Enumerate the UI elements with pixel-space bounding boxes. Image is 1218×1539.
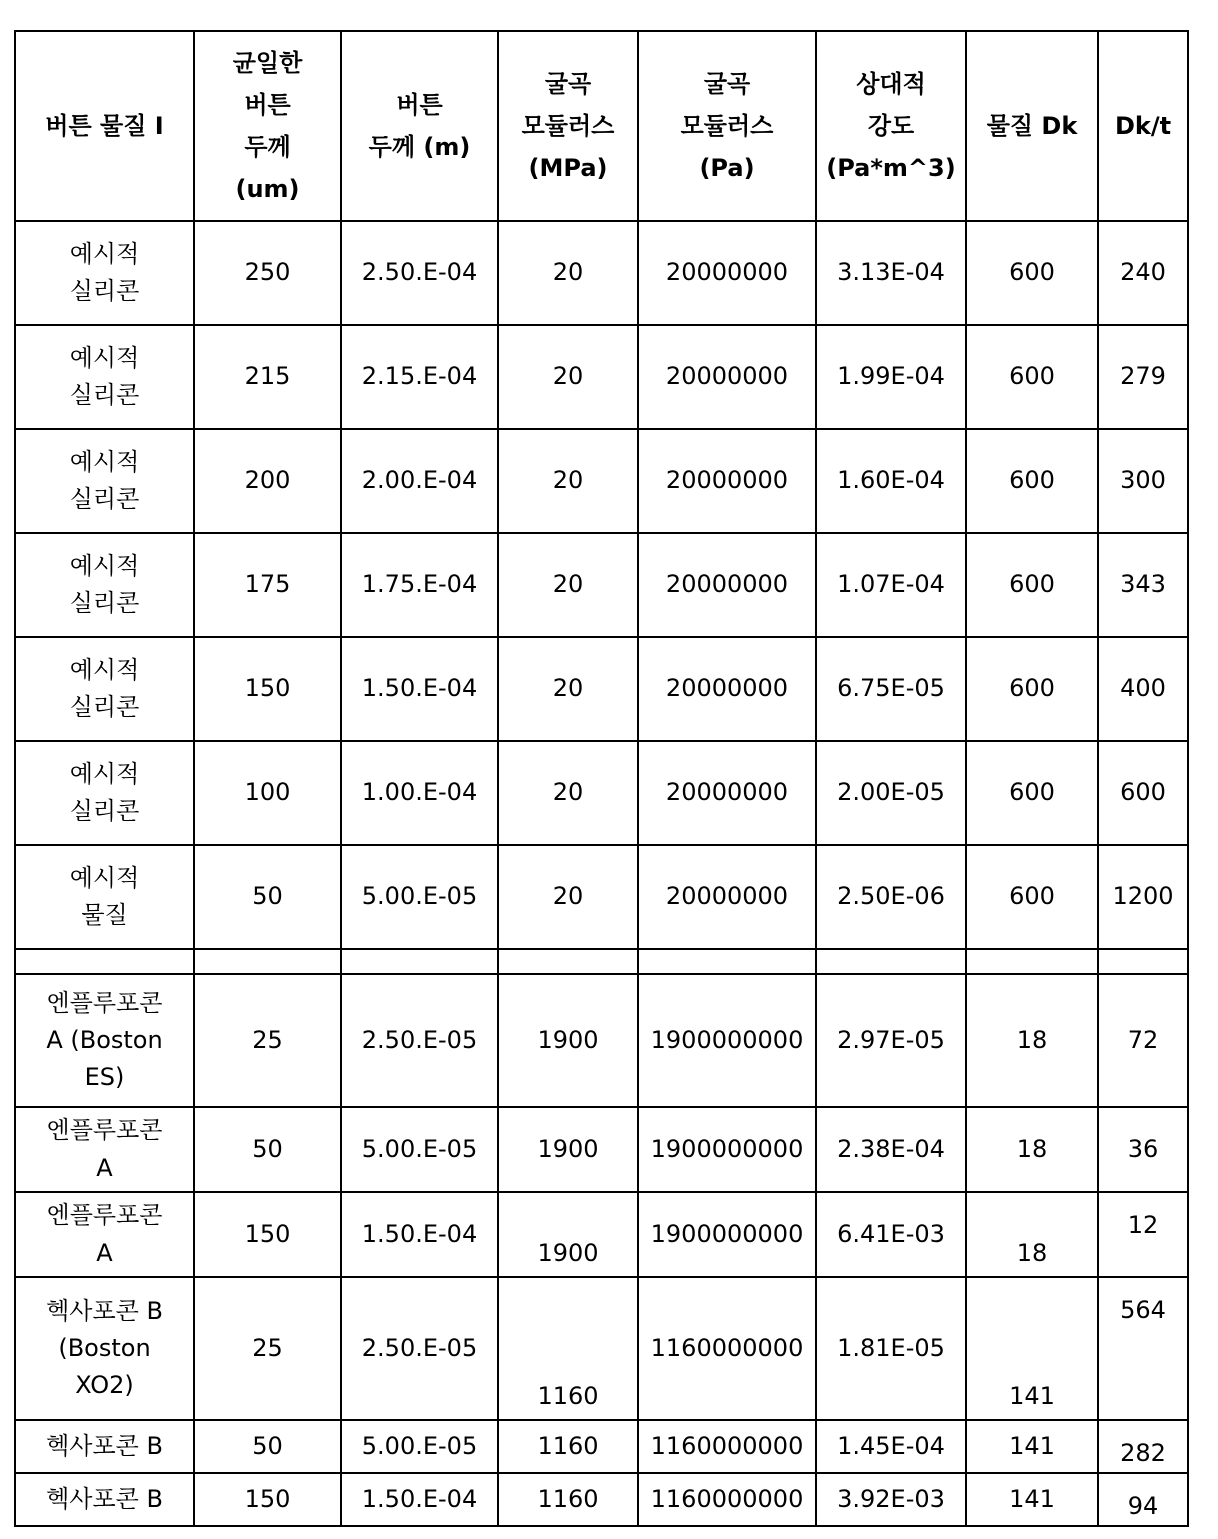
cell-flex-modulus-mpa: 1160 [498, 1420, 638, 1473]
cell-flex-modulus-mpa: 20 [498, 845, 638, 949]
table-row [15, 1192, 1188, 1277]
cell-flex-modulus-pa: 1160000000 [638, 1420, 816, 1473]
cell-material: 헥사포콘 B [15, 1420, 194, 1473]
cell-material-dk [966, 949, 1098, 974]
cell-relative-strength: 2.00E-05 [816, 741, 966, 845]
table-row [15, 1420, 1188, 1473]
cell-thickness-m: 5.00.E-05 [341, 845, 498, 949]
cell-thickness-um: 250 [194, 221, 341, 325]
header-material-dk: 물질 Dk [966, 31, 1098, 221]
cell-relative-strength: 2.97E-05 [816, 974, 966, 1107]
table-row [15, 974, 1188, 1107]
cell-thickness-m: 1.50.E-04 [341, 1473, 498, 1526]
table-row [15, 741, 1188, 845]
cell-material-dk: 600 [966, 845, 1098, 949]
cell-thickness-um [194, 949, 341, 974]
cell-thickness-um: 175 [194, 533, 341, 637]
cell-relative-strength: 1.81E-05 [816, 1277, 966, 1420]
table-row [15, 845, 1188, 949]
cell-thickness-m: 1.00.E-04 [341, 741, 498, 845]
cell-flex-modulus-pa: 1900000000 [638, 974, 816, 1107]
cell-material: 예시적 실리콘 [15, 325, 194, 429]
cell-material: 예시적 실리콘 [15, 429, 194, 533]
cell-thickness-m [341, 949, 498, 974]
header-material: 버튼 물질 I [15, 31, 194, 221]
cell-relative-strength: 1.07E-04 [816, 533, 966, 637]
cell-material-dk: 141 [966, 1277, 1098, 1420]
cell-flex-modulus-pa: 20000000 [638, 637, 816, 741]
cell-flex-modulus-pa: 20000000 [638, 741, 816, 845]
cell-relative-strength: 3.13E-04 [816, 221, 966, 325]
cell-material-dk: 141 [966, 1473, 1098, 1526]
cell-material: 예시적 실리콘 [15, 741, 194, 845]
header-thickness-m: 버튼 두께 (m) [341, 31, 498, 221]
cell-thickness-um: 215 [194, 325, 341, 429]
table-row [15, 325, 1188, 429]
header-row [15, 31, 1188, 221]
cell-material-dk: 18 [966, 1107, 1098, 1192]
cell-relative-strength [816, 949, 966, 974]
cell-relative-strength: 3.92E-03 [816, 1473, 966, 1526]
cell-thickness-m: 1.75.E-04 [341, 533, 498, 637]
cell-dk-t: 36 [1098, 1107, 1188, 1192]
cell-thickness-m: 5.00.E-05 [341, 1107, 498, 1192]
header-relative-strength: 상대적 강도 (Pa*m^3) [816, 31, 966, 221]
cell-material-dk: 600 [966, 429, 1098, 533]
cell-material: 엔플루포콘 A [15, 1192, 194, 1277]
cell-flex-modulus-pa: 1160000000 [638, 1473, 816, 1526]
blank-row [15, 949, 1188, 974]
cell-thickness-um: 25 [194, 1277, 341, 1420]
cell-dk-t: 343 [1098, 533, 1188, 637]
cell-thickness-m: 5.00.E-05 [341, 1420, 498, 1473]
cell-relative-strength: 2.38E-04 [816, 1107, 966, 1192]
cell-material: 엔플루포콘 A (Boston ES) [15, 974, 194, 1107]
cell-dk-t: 1200 [1098, 845, 1188, 949]
cell-material: 엔플루포콘 A [15, 1107, 194, 1192]
header-dk-t: Dk/t [1098, 31, 1188, 221]
cell-thickness-um: 200 [194, 429, 341, 533]
cell-flex-modulus-mpa: 20 [498, 741, 638, 845]
cell-thickness-m: 1.50.E-04 [341, 637, 498, 741]
cell-material-dk: 600 [966, 221, 1098, 325]
cell-material: 예시적 실리콘 [15, 221, 194, 325]
cell-thickness-um: 100 [194, 741, 341, 845]
cell-thickness-um: 150 [194, 1473, 341, 1526]
cell-dk-t: 72 [1098, 974, 1188, 1107]
cell-material: 예시적 실리콘 [15, 533, 194, 637]
cell-material: 헥사포콘 B [15, 1473, 194, 1526]
table-row [15, 637, 1188, 741]
cell-dk-t: 94 [1098, 1473, 1188, 1526]
cell-flex-modulus-mpa: 20 [498, 325, 638, 429]
cell-material-dk: 600 [966, 533, 1098, 637]
cell-flex-modulus-mpa: 1900 [498, 1107, 638, 1192]
cell-material-dk: 141 [966, 1420, 1098, 1473]
cell-thickness-m: 2.50.E-05 [341, 1277, 498, 1420]
cell-thickness-m: 2.50.E-05 [341, 974, 498, 1107]
cell-dk-t: 240 [1098, 221, 1188, 325]
cell-dk-t: 564 [1098, 1277, 1188, 1420]
cell-flex-modulus-pa: 20000000 [638, 221, 816, 325]
cell-flex-modulus-pa: 1900000000 [638, 1192, 816, 1277]
cell-material-dk: 600 [966, 741, 1098, 845]
cell-flex-modulus-mpa: 1160 [498, 1277, 638, 1420]
cell-material-dk: 18 [966, 974, 1098, 1107]
cell-dk-t: 600 [1098, 741, 1188, 845]
cell-dk-t: 12 [1098, 1192, 1188, 1277]
cell-thickness-um: 150 [194, 1192, 341, 1277]
table-row [15, 533, 1188, 637]
cell-dk-t [1098, 949, 1188, 974]
cell-material-dk: 600 [966, 637, 1098, 741]
header-flex-modulus-mpa: 굴곡 모듈러스 (MPa) [498, 31, 638, 221]
cell-thickness-m: 2.00.E-04 [341, 429, 498, 533]
cell-thickness-um: 50 [194, 1107, 341, 1192]
table-row [15, 221, 1188, 325]
cell-dk-t: 279 [1098, 325, 1188, 429]
cell-flex-modulus-mpa: 20 [498, 637, 638, 741]
cell-flex-modulus-mpa [498, 949, 638, 974]
cell-material: 예시적 물질 [15, 845, 194, 949]
cell-flex-modulus-pa: 20000000 [638, 325, 816, 429]
cell-thickness-m: 2.15.E-04 [341, 325, 498, 429]
material-properties-table [14, 30, 1189, 1527]
cell-flex-modulus-pa: 20000000 [638, 533, 816, 637]
cell-relative-strength: 2.50E-06 [816, 845, 966, 949]
header-thickness-um: 균일한 버튼 두께 (um) [194, 31, 341, 221]
cell-flex-modulus-mpa: 1900 [498, 1192, 638, 1277]
cell-thickness-um: 50 [194, 1420, 341, 1473]
cell-thickness-um: 150 [194, 637, 341, 741]
cell-material [15, 949, 194, 974]
cell-flex-modulus-pa: 20000000 [638, 845, 816, 949]
table-row [15, 1473, 1188, 1526]
cell-flex-modulus-pa [638, 949, 816, 974]
cell-relative-strength: 6.75E-05 [816, 637, 966, 741]
cell-dk-t: 300 [1098, 429, 1188, 533]
cell-relative-strength: 1.99E-04 [816, 325, 966, 429]
table-row [15, 1107, 1188, 1192]
header-flex-modulus-pa: 굴곡 모듈러스 (Pa) [638, 31, 816, 221]
cell-dk-t: 400 [1098, 637, 1188, 741]
cell-flex-modulus-mpa: 20 [498, 221, 638, 325]
cell-flex-modulus-mpa: 20 [498, 429, 638, 533]
cell-flex-modulus-pa: 20000000 [638, 429, 816, 533]
cell-material-dk: 600 [966, 325, 1098, 429]
cell-thickness-um: 50 [194, 845, 341, 949]
cell-thickness-m: 2.50.E-04 [341, 221, 498, 325]
cell-flex-modulus-mpa: 1900 [498, 974, 638, 1107]
cell-relative-strength: 6.41E-03 [816, 1192, 966, 1277]
cell-material: 예시적 실리콘 [15, 637, 194, 741]
cell-flex-modulus-pa: 1160000000 [638, 1277, 816, 1420]
cell-thickness-um: 25 [194, 974, 341, 1107]
cell-relative-strength: 1.45E-04 [816, 1420, 966, 1473]
table-row [15, 1277, 1188, 1420]
cell-material: 헥사포콘 B (Boston XO2) [15, 1277, 194, 1420]
cell-relative-strength: 1.60E-04 [816, 429, 966, 533]
cell-thickness-m: 1.50.E-04 [341, 1192, 498, 1277]
cell-flex-modulus-pa: 1900000000 [638, 1107, 816, 1192]
cell-material-dk: 18 [966, 1192, 1098, 1277]
table-row [15, 429, 1188, 533]
cell-flex-modulus-mpa: 1160 [498, 1473, 638, 1526]
cell-dk-t: 282 [1098, 1420, 1188, 1473]
cell-flex-modulus-mpa: 20 [498, 533, 638, 637]
